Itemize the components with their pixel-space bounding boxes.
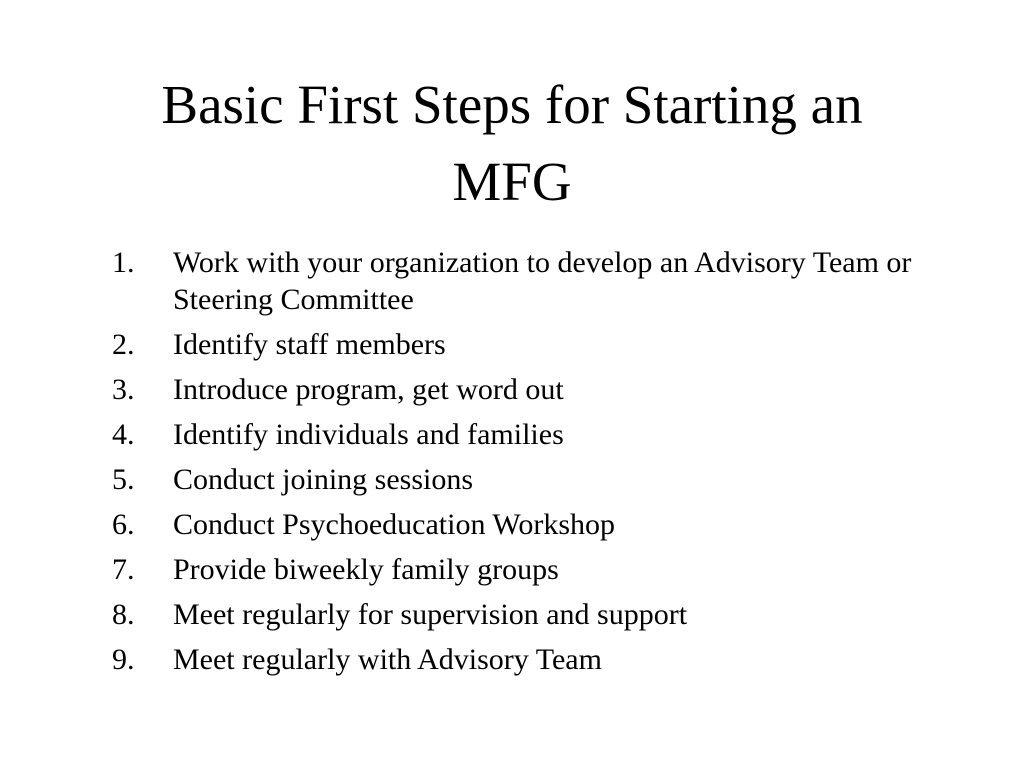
step-item	[112, 551, 932, 588]
step-item	[112, 244, 932, 318]
step-item	[112, 461, 932, 498]
step-text: Work with your organization to develop an Advisory Team or Steering Committee	[173, 246, 912, 316]
slide-title-line-2: MFG	[452, 151, 572, 212]
step-item	[112, 326, 932, 363]
step-number: 2.	[112, 328, 135, 361]
steps-list	[112, 244, 932, 686]
step-text: Meet regularly with Advisory Team	[173, 643, 602, 676]
step-item	[112, 596, 932, 633]
step-number: 6.	[112, 508, 135, 541]
step-number: 7.	[112, 553, 135, 586]
step-item	[112, 506, 932, 543]
step-text: Identify individuals and families	[173, 418, 564, 451]
step-number: 1.	[112, 246, 135, 279]
step-number: 9.	[112, 643, 135, 676]
slide-title-line-1: Basic First Steps for Starting an	[161, 74, 863, 135]
step-text: Conduct Psychoeducation Workshop	[173, 508, 615, 541]
step-text: Meet regularly for supervision and support	[173, 598, 688, 631]
step-number: 3.	[112, 373, 135, 406]
step-text: Identify staff members	[173, 328, 446, 361]
step-text: Conduct joining sessions	[173, 463, 474, 496]
step-item	[112, 641, 932, 678]
step-number: 4.	[112, 418, 135, 451]
step-item	[112, 371, 932, 408]
slide-title	[80, 66, 944, 220]
step-text: Provide biweekly family groups	[173, 553, 559, 586]
step-number: 5.	[112, 463, 135, 496]
step-item	[112, 416, 932, 453]
step-text: Introduce program, get word out	[173, 373, 564, 406]
step-number: 8.	[112, 598, 135, 631]
